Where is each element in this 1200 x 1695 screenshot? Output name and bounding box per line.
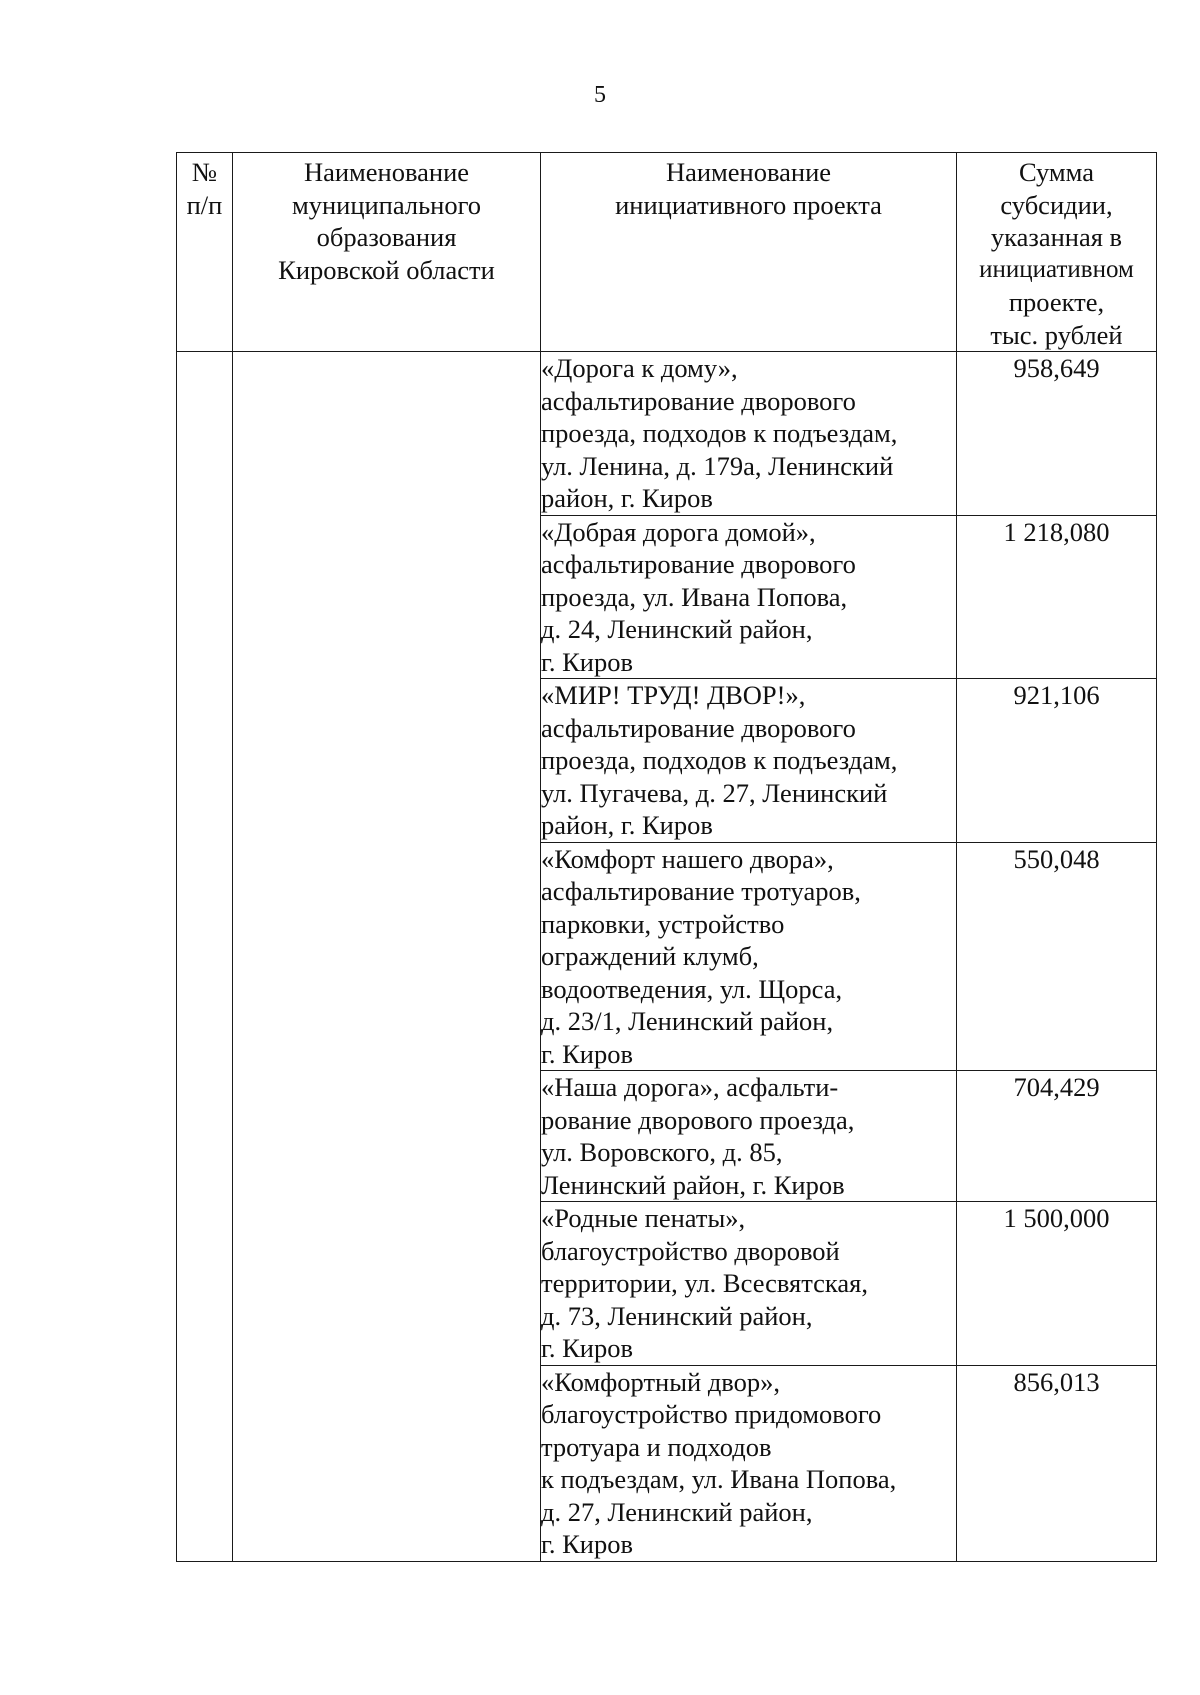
header-sum-line: субсидии, bbox=[1000, 189, 1113, 220]
project-line: д. 73, Ленинский район, bbox=[541, 1300, 813, 1331]
project-line: асфальтирование тротуаров, bbox=[541, 876, 861, 906]
project-line: д. 24, Ленинский район, bbox=[541, 614, 813, 644]
project-line: проезда, ул. Ивана Попова, bbox=[541, 581, 848, 612]
project-line: территории, ул. Всесвятская, bbox=[541, 1268, 868, 1298]
project-line: д. 27, Ленинский район, bbox=[541, 1496, 813, 1527]
cell-sum: 1 218,080 bbox=[957, 515, 1157, 679]
page-number: 5 bbox=[594, 82, 606, 108]
project-line: «Дорога к дому», bbox=[541, 353, 738, 383]
project-line: асфальтирование дворового bbox=[541, 712, 856, 743]
cell-municipality bbox=[233, 352, 541, 1562]
header-municipality-line: муниципального bbox=[291, 189, 482, 220]
cell-num bbox=[177, 352, 233, 1562]
project-line: проезда, подходов к подъездам, bbox=[541, 745, 898, 775]
project-line: г. Киров bbox=[541, 1529, 633, 1559]
project-line: тротуара и подходов bbox=[541, 1431, 772, 1462]
cell-project bbox=[541, 1202, 957, 1366]
project-line: асфальтирование дворового bbox=[541, 549, 856, 579]
project-line: г. Киров bbox=[541, 646, 633, 677]
project-line: «Добрая дорога домой», bbox=[541, 516, 816, 547]
header-sum-line: тыс. рублей bbox=[990, 319, 1123, 350]
project-line: к подъездам, ул. Ивана Попова, bbox=[541, 1464, 897, 1494]
cell-project bbox=[541, 515, 957, 679]
project-line: благоустройство дворовой bbox=[541, 1235, 840, 1266]
project-line: благоустройство придомового bbox=[541, 1399, 882, 1429]
project-line: д. 23/1, Ленинский район, bbox=[541, 1006, 834, 1036]
cell-sum: 856,013 bbox=[957, 1365, 1157, 1561]
project-line: Ленинский район, г. Киров bbox=[541, 1169, 845, 1200]
header-num bbox=[177, 153, 233, 352]
cell-project bbox=[541, 1071, 957, 1202]
project-line: проезда, подходов к подъездам, bbox=[541, 418, 898, 448]
project-line: «МИР! ТРУД! ДВОР!», bbox=[541, 680, 806, 710]
table-row bbox=[177, 352, 1157, 516]
project-line: водоотведения, ул. Щорса, bbox=[541, 973, 843, 1004]
header-municipality-line: образования bbox=[316, 222, 457, 252]
cell-project bbox=[541, 352, 957, 516]
cell-sum: 1 500,000 bbox=[957, 1202, 1157, 1366]
table-body bbox=[177, 352, 1157, 1562]
header-project-line: Наименование bbox=[665, 157, 832, 187]
project-line: ул. Воровского, д. 85, bbox=[541, 1137, 783, 1167]
header-project bbox=[541, 153, 957, 352]
project-line: «Наша дорога», асфальти- bbox=[541, 1072, 839, 1102]
header-sum-line: указанная в bbox=[990, 222, 1123, 252]
header-num-line: п/п bbox=[186, 189, 223, 220]
header-sum-line: инициативном bbox=[979, 255, 1134, 283]
header-num-line: № bbox=[191, 157, 218, 187]
header-project-line: инициативного проекта bbox=[615, 189, 882, 220]
cell-sum: 550,048 bbox=[957, 842, 1157, 1071]
cell-sum: 704,429 bbox=[957, 1071, 1157, 1202]
cell-sum: 921,106 bbox=[957, 679, 1157, 843]
cell-project bbox=[541, 679, 957, 843]
cell-project bbox=[541, 1365, 957, 1561]
cell-project bbox=[541, 842, 957, 1071]
project-line: «Комфорт нашего двора», bbox=[541, 843, 834, 874]
project-line: «Родные пенаты», bbox=[541, 1203, 746, 1233]
header-municipality-line: Наименование bbox=[303, 157, 470, 187]
project-line: ограждений клумб, bbox=[541, 941, 759, 971]
header-municipality bbox=[233, 153, 541, 352]
header-sum-line: проекте, bbox=[1008, 287, 1105, 317]
project-line: ул. Ленина, д. 179а, Ленинский bbox=[541, 450, 894, 481]
project-line: «Комфортный двор», bbox=[541, 1366, 781, 1397]
subsidy-table bbox=[176, 152, 1157, 1562]
project-line: ул. Пугачева, д. 27, Ленинский bbox=[541, 777, 888, 808]
header-sum bbox=[957, 153, 1157, 352]
header-municipality-line: Кировской области bbox=[278, 254, 495, 285]
project-line: район, г. Киров bbox=[541, 483, 713, 513]
project-line: рование дворового проезда, bbox=[541, 1104, 855, 1135]
project-line: г. Киров bbox=[541, 1038, 633, 1069]
table-header-row bbox=[177, 153, 1157, 352]
project-line: г. Киров bbox=[541, 1333, 633, 1363]
header-sum-line: Сумма bbox=[1018, 157, 1095, 187]
project-line: асфальтирование дворового bbox=[541, 385, 856, 416]
project-line: район, г. Киров bbox=[541, 810, 713, 840]
project-line: парковки, устройство bbox=[541, 908, 785, 939]
cell-sum: 958,649 bbox=[957, 352, 1157, 516]
